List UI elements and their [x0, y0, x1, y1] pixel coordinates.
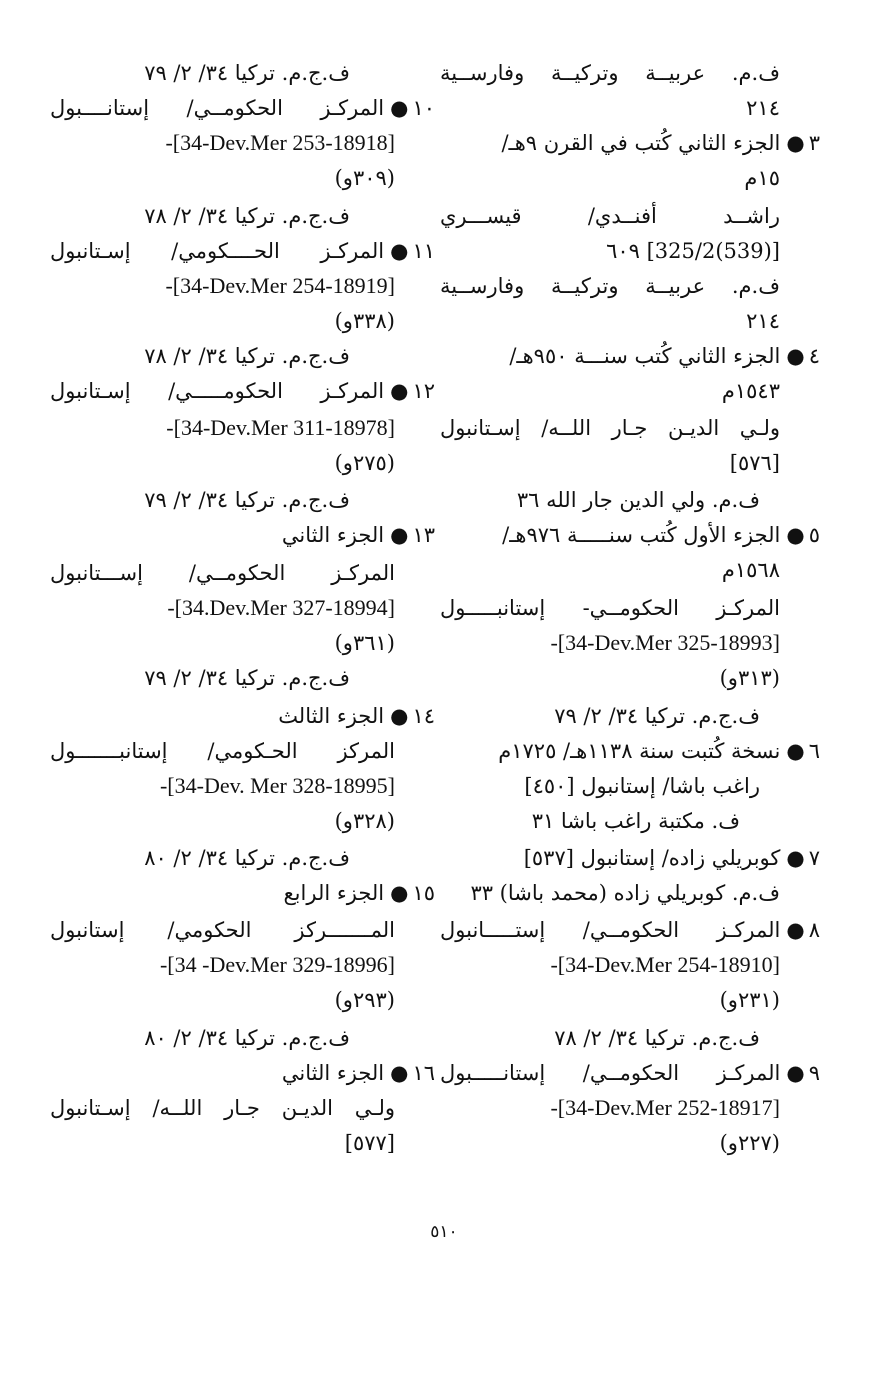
bullet-icon: ●: [786, 846, 805, 870]
bullet-icon: ●: [786, 918, 805, 942]
bullet-icon: ●: [786, 739, 805, 763]
entry-number: ٧: [808, 846, 820, 870]
page-number: ٥١٠: [430, 1222, 458, 1242]
entry-line: [144, 198, 350, 234]
entry-number: ١٦: [412, 1061, 435, 1085]
entry-first-line: [50, 233, 435, 269]
entry-text: ف.ج.م. تركيا ٣٤/ ٢/ ٧٩: [144, 666, 350, 690]
entry-text: الجزء الأول كُتب سنـــــة ٩٧٦هـ/: [502, 523, 781, 547]
entry-text: (٢٣١و): [719, 988, 780, 1012]
entry-text: ف.ج.م. تركيا ٣٤/ ٢/ ٨٠: [144, 1026, 350, 1050]
bullet-icon: ●: [390, 239, 409, 263]
entry-line: [50, 590, 395, 626]
entry-number: ٣: [808, 131, 820, 155]
entry-line: [50, 1090, 395, 1126]
entry-line: [335, 803, 395, 839]
entry-line: [744, 160, 780, 196]
entry-first-line: [502, 517, 820, 553]
entry-line: [440, 410, 780, 446]
entry-first-line: [50, 373, 435, 409]
entry-line: [335, 160, 395, 196]
entry-line: [517, 482, 760, 518]
entry-line: [144, 1020, 350, 1056]
entry-line: [532, 803, 740, 839]
entry-text: ف.ج.م. تركيا ٣٤/ ٢/ ٨٠: [144, 846, 350, 870]
entry-line: [606, 233, 780, 269]
entry-text: نسخة كُتبت سنة ١١٣٨هـ/ ١٧٢٥م: [498, 739, 781, 763]
entry-text: [٥٧٦]: [729, 451, 780, 475]
entry-number: ١٤: [412, 704, 435, 728]
entry-line: [746, 303, 780, 339]
entry-line: [335, 625, 395, 661]
entry-text: الجزء الثاني: [281, 523, 385, 547]
bullet-icon: ●: [786, 344, 805, 368]
entry-line: [50, 125, 395, 161]
entry-line: [50, 768, 395, 804]
entry-line: [50, 555, 395, 591]
entry-line: [440, 198, 780, 234]
entry-first-line: [498, 733, 820, 769]
entry-text: -[34-Dev.Mer 254-18910]: [550, 952, 780, 977]
entry-text: ف.م. عربيــة وتركيــة وفارســية: [440, 61, 780, 85]
bullet-icon: ●: [390, 523, 409, 547]
entry-line: [470, 875, 780, 911]
entry-number: ٥: [808, 523, 820, 547]
entry-line: [440, 590, 780, 626]
entry-first-line: [524, 840, 820, 876]
entry-text: ولـي الديـن جـار اللــه/ إسـتانبول: [50, 1096, 395, 1120]
bullet-icon: ●: [390, 379, 409, 403]
entry-text: ف.ج.م. تركيا ٣٤/ ٢/ ٧٩: [554, 704, 760, 728]
entry-line: [144, 660, 350, 696]
entry-line: [720, 1125, 780, 1161]
entry-text: المركـز الحكومــي/ إستانـــــبول: [440, 1061, 781, 1085]
entry-text: -[34.Dev.Mer 327-18994]: [167, 595, 395, 620]
entry-line: [440, 947, 780, 983]
entry-text: ٢١٤: [746, 309, 780, 333]
entry-number: ١٠: [412, 96, 435, 120]
entry-text: ١٥م: [744, 166, 780, 190]
entry-line: [722, 552, 780, 588]
entry-text: راشــد أفنــدي/ قيســـري: [440, 204, 780, 228]
entry-line: [746, 90, 780, 126]
entry-text: ف. مكتبة راغب باشا ٣١: [531, 809, 740, 833]
bullet-icon: ●: [786, 131, 805, 155]
entry-text: -[34-Dev.Mer 311-18978]: [166, 415, 395, 440]
entry-text: ف.ج.م. تركيا ٣٤/ ٢/ ٧٨: [554, 1026, 760, 1050]
entry-first-line: [440, 912, 820, 948]
entry-line: [50, 947, 395, 983]
entry-line: [50, 410, 395, 446]
entry-line: [720, 660, 780, 696]
entry-text: (٢٩٣و): [334, 988, 395, 1012]
bullet-icon: ●: [390, 1061, 409, 1085]
bullet-icon: ●: [390, 96, 409, 120]
entry-text: الجزء الثالث: [278, 704, 385, 728]
entry-first-line: [501, 125, 820, 161]
entry-text: الجزء الثاني كُتب سنـــة ٩٥٠هـ/: [509, 344, 781, 368]
entry-line: [50, 912, 395, 948]
entry-text: (٣٦١و): [334, 631, 395, 655]
entry-text: ف.م. كوبريلي زاده (محمد باشا) ٣٣: [470, 881, 780, 905]
entry-text: الجزء الرابع: [283, 881, 385, 905]
entry-line: [722, 373, 780, 409]
bullet-icon: ●: [786, 523, 805, 547]
entry-number: ٨: [808, 918, 820, 942]
entry-number: ١١: [412, 239, 435, 263]
entry-text: -[34 -Dev.Mer 329-18996]: [159, 952, 395, 977]
entry-text: المركـز الحكومــي/ إستانــــبول: [50, 96, 385, 120]
entry-text: -[34-Dev.Mer 252-18917]: [550, 1095, 780, 1120]
entry-number: ١٣: [412, 523, 435, 547]
entry-first-line: [284, 875, 436, 911]
entry-number: ١٥: [412, 881, 435, 905]
entry-first-line: [440, 1055, 820, 1091]
entry-text: ٢١٤: [746, 96, 780, 120]
entry-text: ١٥٦٨م: [721, 558, 780, 582]
entry-text: (٢٧٥و): [334, 451, 395, 475]
bullet-icon: ●: [786, 1061, 805, 1085]
entry-text: (٣١٣و): [719, 666, 780, 690]
entry-text: -[34-Dev.Mer 325-18993]: [550, 630, 780, 655]
entry-first-line: [50, 90, 435, 126]
entry-text: -[34-Dev.Mer 254-18919]: [165, 273, 395, 298]
entry-first-line: [282, 1055, 435, 1091]
entry-line: [554, 698, 760, 734]
entry-text: المركـز الحكومــي/ إستـــــانبول: [440, 918, 781, 942]
entry-text: المركـز الحكومــي/ إســـتانبول: [50, 561, 395, 585]
entry-line: [345, 1125, 395, 1161]
entry-text: -[34-Dev. Mer 328-18995]: [159, 773, 395, 798]
entry-line: [524, 768, 760, 804]
entry-line: [50, 268, 395, 304]
entry-text: ف.م. عربيــة وتركيــة وفارســية: [440, 274, 780, 298]
entry-text: (٣٣٨و): [334, 309, 395, 333]
entry-line: [335, 982, 395, 1018]
entry-text: ف.ج.م. تركيا ٣٤/ ٢/ ٧٨: [144, 204, 350, 228]
entry-line: [50, 733, 395, 769]
entry-number: ٩: [808, 1061, 820, 1085]
entry-first-line: [278, 698, 435, 734]
entry-text: ف.م. ولي الدين جار الله ٣٦: [516, 488, 760, 512]
entry-line: [440, 268, 780, 304]
entry-text: ١٥٤٣م: [721, 379, 780, 403]
entry-line: [144, 338, 350, 374]
entry-line: [440, 625, 780, 661]
entry-text: الجزء الثاني: [281, 1061, 385, 1085]
entry-line: [730, 445, 780, 481]
entry-line: [554, 1020, 760, 1056]
entry-text: المـــــــركز الحكومي/ إستانبول: [50, 918, 395, 942]
entry-text: [(539)325/2] ٦٠٩: [606, 239, 780, 263]
entry-text: المركـز الحكومـــــي/ إسـتانبول: [50, 379, 385, 403]
entry-text: -[34-Dev.Mer 253-18918]: [165, 130, 395, 155]
entry-text: الجزء الثاني كُتب في القرن ٩هـ/: [501, 131, 781, 155]
entry-first-line: [282, 517, 435, 553]
entry-first-line: [509, 338, 820, 374]
entry-number: ٦: [808, 739, 820, 763]
entry-line: [335, 445, 395, 481]
entry-text: [٥٧٧]: [344, 1131, 395, 1155]
entry-text: (٣٠٩و): [334, 166, 395, 190]
entry-text: المركـز الحــــكومي/ إسـتانبول: [50, 239, 385, 263]
entry-text: ف.ج.م. تركيا ٣٤/ ٢/ ٧٨: [144, 344, 350, 368]
entry-text: المركـز الحكومــي- إستانبـــــول: [440, 596, 780, 620]
entry-text: (٢٢٧و): [719, 1131, 780, 1155]
entry-text: راغب باشا/ إستانبول [٤٥٠]: [524, 774, 760, 798]
entry-line: [440, 55, 780, 91]
entry-line: [144, 55, 350, 91]
entry-number: ٤: [808, 344, 820, 368]
bullet-icon: ●: [390, 881, 409, 905]
entry-text: المركز الحـكومي/ إستانبـــــــول: [50, 739, 395, 763]
entry-line: [440, 1090, 780, 1126]
entry-line: [335, 303, 395, 339]
entry-line: [144, 482, 350, 518]
entry-line: [144, 840, 350, 876]
entry-text: ولـي الديـن جـار اللــه/ إسـتانبول: [440, 416, 780, 440]
bullet-icon: ●: [390, 704, 409, 728]
entry-text: ف.ج.م. تركيا ٣٤/ ٢/ ٧٩: [144, 488, 350, 512]
entry-text: ف.ج.م. تركيا ٣٤/ ٢/ ٧٩: [144, 61, 350, 85]
entry-number: ١٢: [412, 379, 435, 403]
entry-text: كوبريلي زاده/ إستانبول [٥٣٧]: [523, 846, 781, 870]
entry-text: (٣٢٨و): [334, 809, 395, 833]
entry-line: [720, 982, 780, 1018]
